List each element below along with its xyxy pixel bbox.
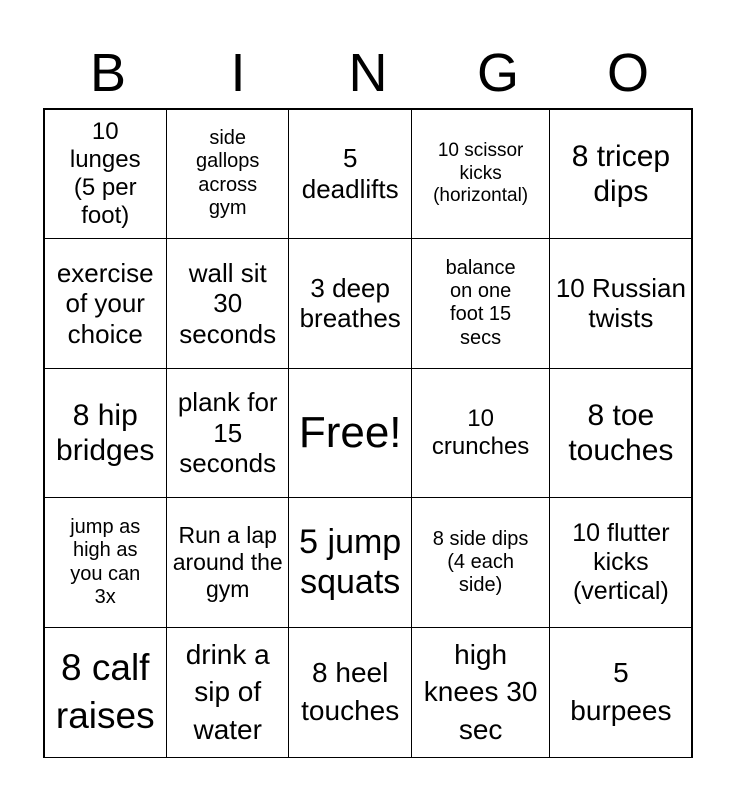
bingo-cell[interactable]: 5 burpees — [549, 627, 692, 758]
header-letter-i: I — [230, 43, 246, 103]
bingo-cell[interactable]: 10 lunges (5 per foot) — [44, 109, 167, 240]
bingo-cell[interactable]: 8 toe touches — [549, 368, 692, 499]
bingo-header — [43, 40, 693, 106]
bingo-cell[interactable]: 10 scissor kicks (horizontal) — [411, 109, 550, 240]
bingo-cell[interactable]: jump as high as you can 3x — [44, 497, 167, 628]
bingo-cell[interactable]: 10 crunches — [411, 368, 550, 499]
bingo-cell[interactable]: exercise of your choice — [44, 238, 167, 369]
bingo-cell[interactable]: high knees 30 sec — [411, 627, 550, 758]
bingo-cell[interactable]: 8 tricep dips — [549, 109, 692, 240]
bingo-cell[interactable]: 8 calf raises — [44, 627, 167, 758]
bingo-cell[interactable]: balance on one foot 15 secs — [411, 238, 550, 369]
header-letter-o: O — [606, 43, 649, 103]
bingo-cell[interactable]: 3 deep breathes — [288, 238, 411, 369]
bingo-cell[interactable]: Run a lap around the gym — [166, 497, 289, 628]
bingo-cell[interactable]: 8 heel touches — [288, 627, 411, 758]
bingo-cell[interactable]: wall sit 30 seconds — [166, 238, 289, 369]
bingo-cell[interactable]: 8 hip bridges — [44, 368, 167, 499]
header-letter-g: G — [476, 43, 519, 103]
bingo-cell[interactable]: 5 jump squats — [288, 497, 411, 628]
bingo-cell[interactable]: plank for 15 seconds — [166, 368, 289, 499]
bingo-grid — [43, 108, 693, 758]
bingo-cell[interactable]: 10 Russian twists — [549, 238, 692, 369]
header-letter-b: B — [89, 43, 127, 103]
bingo-cell[interactable]: 10 flutter kicks (vertical) — [549, 497, 692, 628]
bingo-cell[interactable]: 5 deadlifts — [288, 109, 411, 240]
header-letter-n: N — [348, 43, 388, 103]
bingo-cell[interactable]: 8 side dips (4 each side) — [411, 497, 550, 628]
free-space[interactable]: Free! — [288, 368, 411, 499]
bingo-cell[interactable]: drink a sip of water — [166, 627, 289, 758]
bingo-cell[interactable]: side gallops across gym — [166, 109, 289, 240]
